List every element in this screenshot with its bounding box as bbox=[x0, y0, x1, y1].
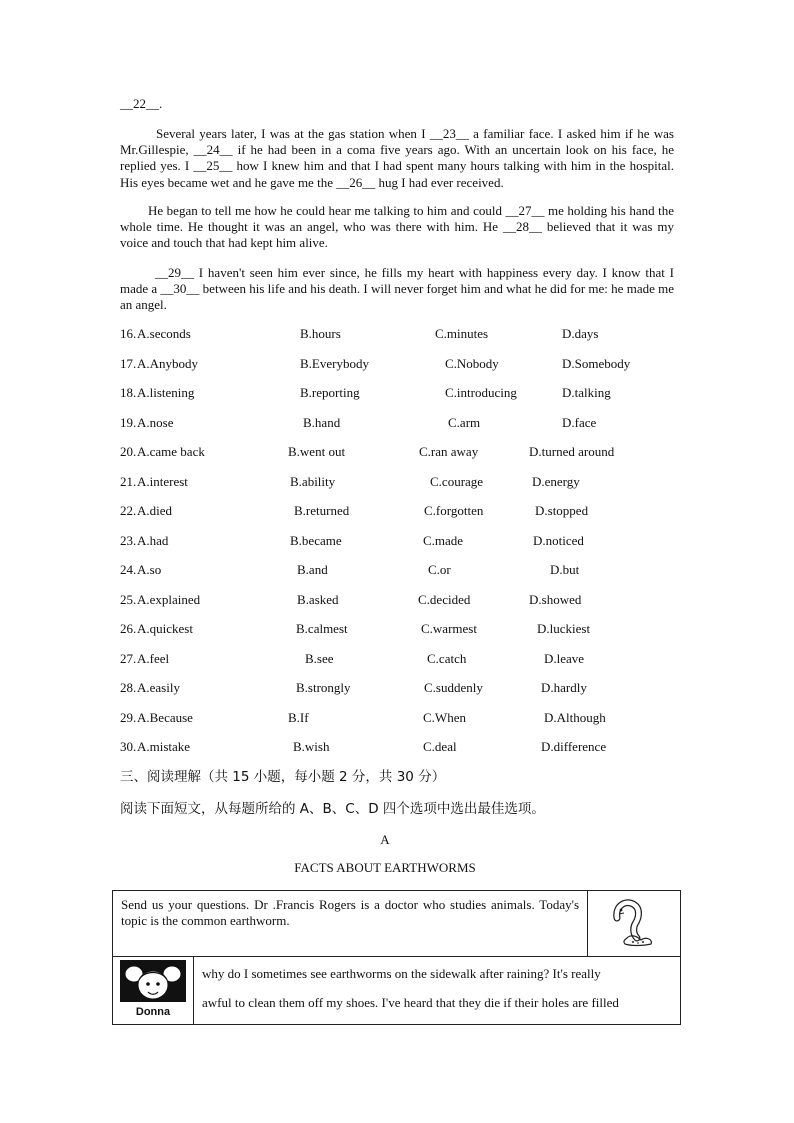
question-row bbox=[120, 591, 680, 609]
option-d: D.but bbox=[550, 562, 580, 577]
question-number: 21. bbox=[120, 473, 137, 489]
question-number: 19. bbox=[120, 414, 137, 430]
option-c: C.made bbox=[423, 532, 464, 548]
option-c: C.forgotten bbox=[424, 503, 484, 518]
question-number: 23. bbox=[120, 532, 137, 548]
option-d: D.days bbox=[562, 326, 599, 341]
question-row bbox=[120, 561, 680, 579]
question-row bbox=[120, 532, 680, 550]
donna-question-cell bbox=[194, 957, 681, 1025]
section-heading: 三、阅读理解（共 15 小题，每小题 2 分，共 30 分） bbox=[120, 769, 446, 785]
option-c: C.When bbox=[423, 709, 466, 725]
option-b: B.see bbox=[305, 650, 334, 666]
option-d: D.energy bbox=[532, 473, 580, 489]
option-d: D.face bbox=[562, 414, 597, 430]
option-d: D.stopped bbox=[535, 503, 589, 518]
question-row bbox=[120, 679, 680, 697]
option-a: A.feel bbox=[137, 650, 170, 666]
option-b: B.hours bbox=[300, 326, 341, 341]
question-number: 18. bbox=[120, 385, 137, 400]
question-row bbox=[120, 325, 680, 343]
girl-avatar-icon bbox=[120, 960, 186, 1002]
option-a: A.quickest bbox=[137, 621, 193, 636]
question-number: 16. bbox=[120, 326, 137, 341]
question-number: 25. bbox=[120, 591, 137, 607]
option-c: C.courage bbox=[430, 473, 484, 489]
option-c: C.catch bbox=[427, 650, 467, 666]
option-b: B.became bbox=[290, 532, 342, 548]
option-a: A.so bbox=[137, 562, 162, 577]
option-d: D.difference bbox=[541, 739, 607, 754]
article-title: FACTS ABOUT EARTHWORMS bbox=[294, 860, 476, 875]
question-row bbox=[120, 473, 680, 491]
facts-table bbox=[112, 890, 681, 1025]
question-row bbox=[120, 355, 680, 373]
option-a: A.nose bbox=[137, 414, 174, 430]
option-a: A.explained bbox=[137, 591, 201, 607]
option-c: C.arm bbox=[448, 414, 481, 430]
option-d: D.hardly bbox=[541, 680, 587, 695]
option-b: B.Everybody bbox=[300, 355, 369, 371]
option-d: D.Although bbox=[544, 709, 606, 725]
option-a: A.Because bbox=[137, 709, 193, 725]
option-a: A.Anybody bbox=[137, 355, 199, 371]
option-d: D.luckiest bbox=[537, 621, 591, 636]
option-c: C.ran away bbox=[419, 444, 479, 459]
option-a: A.came back bbox=[137, 444, 205, 459]
option-c: C.or bbox=[428, 562, 451, 577]
question-row bbox=[120, 502, 680, 520]
option-d: D.turned around bbox=[529, 444, 615, 459]
question-row bbox=[120, 620, 680, 638]
option-d: D.Somebody bbox=[562, 355, 631, 371]
question-row bbox=[120, 709, 680, 727]
option-b: B.and bbox=[297, 562, 328, 577]
option-b: B.returned bbox=[294, 503, 350, 518]
option-a: A.seconds bbox=[137, 326, 191, 341]
option-c: C.introducing bbox=[445, 385, 517, 400]
option-b: B.calmest bbox=[296, 621, 348, 636]
donna-cell bbox=[113, 957, 194, 1025]
intro-text: Send us your questions. Dr .Francis Rogers is a doctor who studies animals. Today's topic is the common earthworm. bbox=[121, 897, 579, 928]
option-d: D.noticed bbox=[533, 532, 584, 548]
intro-cell bbox=[113, 891, 588, 957]
option-a: A.easily bbox=[137, 680, 180, 695]
passage-paragraph-3: __29__ I haven't seen him ever since, he fills my heart with happiness every day. I know that I made a __30__ between his life and his death. I will never forget him and what he did for me: he made me an angel. bbox=[120, 265, 674, 313]
option-a: A.listening bbox=[137, 385, 195, 400]
option-b: B.asked bbox=[297, 591, 339, 607]
question-number: 29. bbox=[120, 709, 137, 725]
option-a: A.interest bbox=[137, 473, 188, 489]
option-c: C.decided bbox=[418, 591, 471, 607]
option-b: B.reporting bbox=[300, 385, 360, 400]
question-number: 26. bbox=[120, 621, 137, 636]
option-c: C.minutes bbox=[435, 326, 489, 341]
option-b: B.went out bbox=[288, 444, 346, 459]
passage-paragraph-1: Several years later, I was at the gas station when I __23__ a familiar face. I asked him if he was Mr.Gillespie, __24__ if he had been in a coma five years ago. With an uncertain look on his face, he replied yes. I __25__ how I knew him and that I had spent many hours talking with him in the hospital. His eyes became wet and he gave me the __26__ hug I had ever received. bbox=[120, 126, 674, 190]
option-b: B.wish bbox=[293, 739, 330, 754]
question-number: 17. bbox=[120, 355, 137, 371]
part-letter: A bbox=[380, 832, 390, 847]
donna-label: Donna bbox=[135, 1006, 171, 1018]
option-a: A.had bbox=[137, 532, 169, 548]
question-row bbox=[120, 414, 680, 432]
question-number: 22. bbox=[120, 503, 137, 518]
option-c: C.warmest bbox=[421, 621, 477, 636]
question-number: 20. bbox=[120, 444, 137, 459]
option-b: B.hand bbox=[303, 414, 341, 430]
option-a: A.mistake bbox=[137, 739, 191, 754]
option-c: C.deal bbox=[423, 739, 457, 754]
option-b: B.ability bbox=[290, 473, 336, 489]
passage-line-22: __22__. bbox=[120, 96, 163, 111]
question-number: 27. bbox=[120, 650, 137, 666]
section-instruction: 阅读下面短文，从每题所给的 A、B、C、D 四个选项中选出最佳选项。 bbox=[120, 801, 545, 817]
option-b: B.strongly bbox=[296, 680, 351, 695]
passage-paragraph-2: He began to tell me how he could hear me talking to him and could __27__ me holding his hand the whole time. He thought it was an angel, who was there with him. He __28__ believed that it was my voice and touch that had kept him alive. bbox=[120, 203, 674, 251]
option-c: C.suddenly bbox=[424, 680, 483, 695]
option-a: A.died bbox=[137, 503, 173, 518]
option-d: D.leave bbox=[544, 650, 585, 666]
earthworm-image-cell bbox=[588, 891, 681, 957]
earthworm-icon bbox=[603, 896, 665, 948]
question-row bbox=[120, 738, 680, 756]
donna-question-line-1: why do I sometimes see earthworms on the sidewalk after raining? It's really bbox=[202, 966, 601, 981]
question-number: 28. bbox=[120, 680, 137, 695]
question-row bbox=[120, 384, 680, 402]
donna-question-line-2: awful to clean them off my shoes. I've heard that they die if their holes are filled bbox=[202, 995, 619, 1010]
question-row bbox=[120, 650, 680, 668]
question-number: 24. bbox=[120, 562, 137, 577]
option-b: B.If bbox=[288, 709, 309, 725]
question-number: 30. bbox=[120, 739, 137, 754]
option-d: D.talking bbox=[562, 385, 611, 400]
option-c: C.Nobody bbox=[445, 355, 499, 371]
question-row bbox=[120, 443, 680, 461]
option-d: D.showed bbox=[529, 591, 582, 607]
